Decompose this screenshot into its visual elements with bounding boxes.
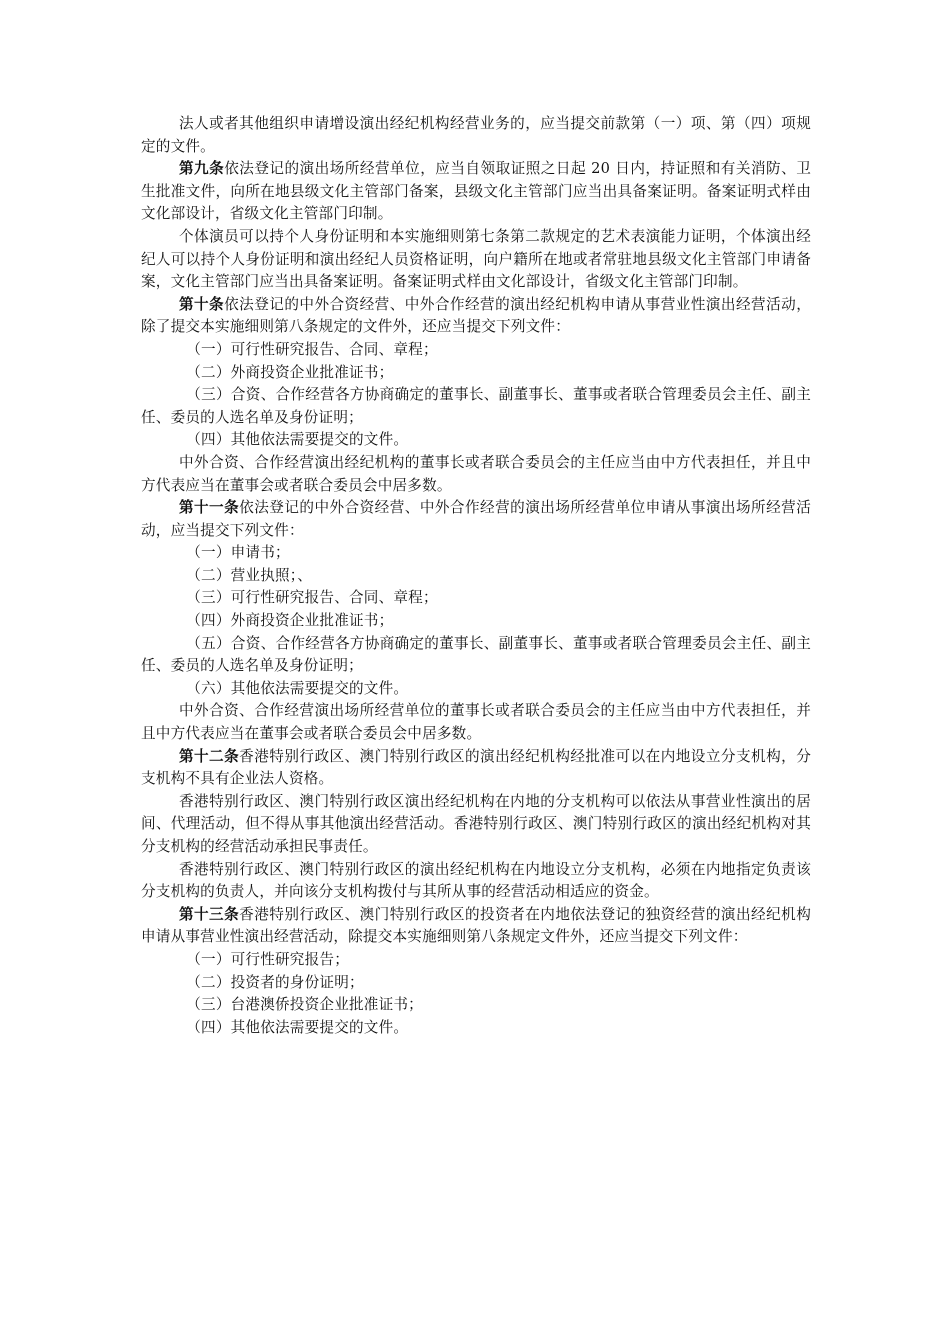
article-text: 香港特别行政区、澳门特别行政区的投资者在内地依法登记的独资经营的演出经纪机构申请从事营业性演出经营活动，除提交本实施细则第八条规定文件外，还应当提交下列文件： — [141, 905, 811, 946]
body-paragraph: 个体演员可以持个人身份证明和本实施细则第七条第二款规定的艺术表演能力证明，个体演出经纪人可以持个人身份证明和演出经纪人员资格证明，向户籍所在地或者常驻地县级文化主管部门申请备案，文化主管部门应当出具备案证明。备案证明式样由文化部设计，省级文化主管部门印制。 — [141, 227, 811, 291]
article-paragraph — [141, 746, 811, 791]
article-text: 依法登记的演出场所经营单位，应当自领取证照之日起 20 日内，持证照和有关消防、卫生批准文件，向所在地县级文化主管部门备案，县级文化主管部门应当出具备案证明。备案证明式样由文化部设计，省级文化主管部门印制。 — [141, 160, 811, 223]
body-paragraph: 法人或者其他组织申请增设演出经纪机构经营业务的，应当提交前款第（一）项、第（四）项规定的文件。 — [141, 115, 811, 155]
article-heading: 第九条 — [178, 160, 225, 178]
list-item: （四）外商投资企业批准证书； — [186, 612, 394, 630]
article-paragraph — [141, 497, 811, 542]
article-paragraph — [141, 158, 811, 226]
list-item: （五）合资、合作经营各方协商确定的董事长、副董事长、董事或者联合管理委员会主任、副主任、委员的人选名单及身份证明； — [141, 634, 811, 675]
list-item: （二）营业执照；、 — [186, 566, 313, 584]
list-item: （四）其他依法需要提交的文件。 — [186, 1018, 409, 1036]
article-text: 依法登记的中外合资经营、中外合作经营的演出经纪机构申请从事营业性演出经营活动，除了提交本实施细则第八条规定的文件外，还应当提交下列文件： — [141, 295, 811, 336]
list-item: （三）合资、合作经营各方协商确定的董事长、副董事长、董事或者联合管理委员会主任、副主任、委员的人选名单及身份证明； — [141, 386, 811, 426]
list-item: （一）可行性研究报告； — [186, 950, 349, 968]
list-item: （三）台港澳侨投资企业批准证书； — [186, 996, 423, 1014]
document-body — [141, 113, 811, 1039]
list-item: （一）可行性研究报告、合同、章程； — [186, 340, 438, 358]
article-paragraph — [141, 294, 811, 339]
list-item: （一）申请书； — [186, 544, 290, 562]
list-item: （三）可行性研究报告、合同、章程； — [186, 589, 438, 607]
article-heading: 第十二条 — [178, 747, 240, 765]
article-heading: 第十三条 — [178, 905, 240, 923]
list-item: （二）外商投资企业批准证书； — [186, 363, 394, 381]
article-heading: 第十条 — [178, 295, 225, 313]
article-text: 依法登记的中外合资经营、中外合作经营的演出场所经营单位申请从事演出场所经营活动，应当提交下列文件： — [141, 499, 811, 539]
body-paragraph: 中外合资、合作经营演出场所经营单位的董事长或者联合委员会的主任应当由中方代表担任，并且中方代表应当在董事会或者联合委员会中居多数。 — [141, 702, 811, 743]
body-paragraph: 中外合资、合作经营演出经纪机构的董事长或者联合委员会的主任应当由中方代表担任，并且中方代表应当在董事会或者联合委员会中居多数。 — [141, 453, 811, 494]
article-heading: 第十一条 — [178, 499, 240, 517]
list-item: （六）其他依法需要提交的文件。 — [186, 679, 409, 697]
article-paragraph — [141, 904, 811, 949]
body-paragraph: 香港特别行政区、澳门特别行政区演出经纪机构在内地的分支机构可以依法从事营业性演出的居间、代理活动，但不得从事其他演出经营活动。香港特别行政区、澳门特别行政区的演出经纪机构对其分支机构的经营活动承担民事责任。 — [141, 792, 811, 855]
article-text: 香港特别行政区、澳门特别行政区的演出经纪机构经批准可以在内地设立分支机构，分支机构不具有企业法人资格。 — [141, 747, 811, 788]
list-item: （四）其他依法需要提交的文件。 — [186, 431, 409, 449]
list-item: （二）投资者的身份证明； — [186, 973, 364, 991]
body-paragraph: 香港特别行政区、澳门特别行政区的演出经纪机构在内地设立分支机构，必须在内地指定负责该分支机构的负责人，并向该分支机构拨付与其所从事的经营活动相适应的资金。 — [141, 860, 811, 901]
